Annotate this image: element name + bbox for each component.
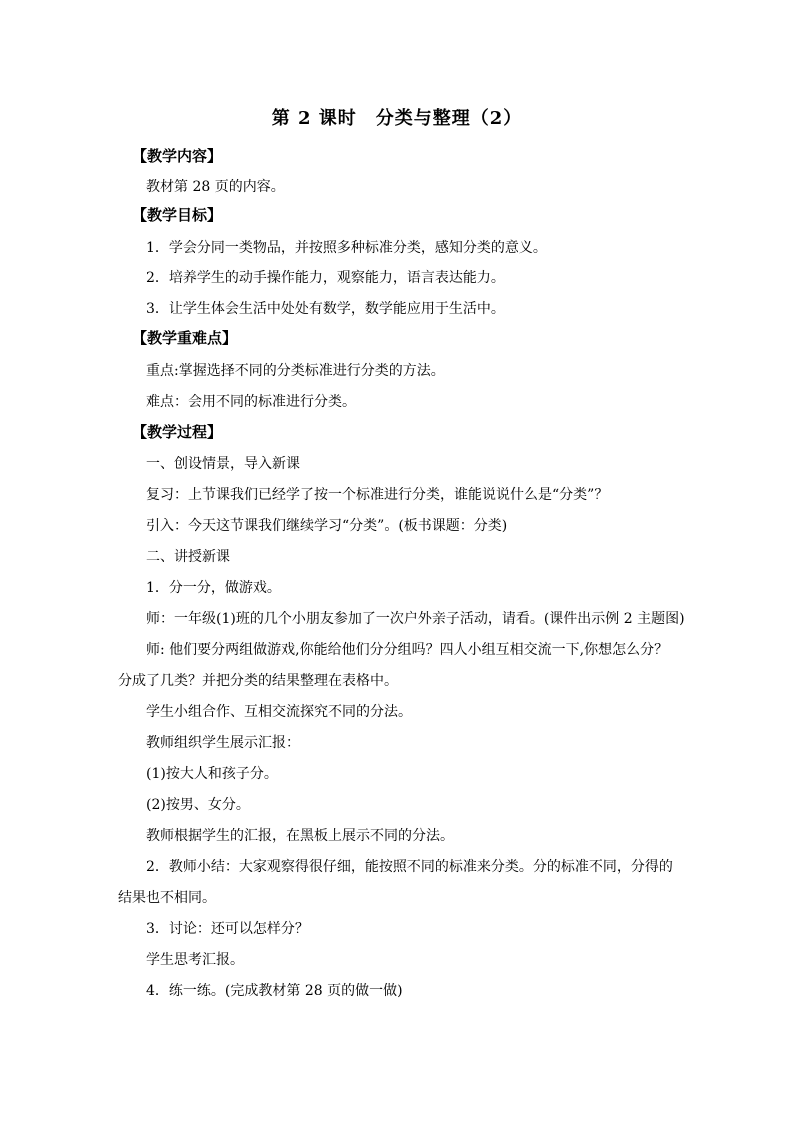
paragraph: (2)按男、女分。: [146, 797, 250, 813]
goal-item: 1．学会分同一类物品，并按照多种标准分类，感知分类的意义。: [146, 240, 547, 256]
paragraph: 二、讲授新课: [146, 549, 230, 565]
paragraph: 教师组织学生展示汇报：: [146, 735, 300, 751]
lesson-title: 第 2 课时 分类与整理（2）: [271, 108, 523, 129]
paragraph: 引入：今天这节课我们继续学习“分类”。(板书课题：分类): [146, 518, 508, 534]
section-heading-key-points: 【教学重难点】: [132, 329, 238, 347]
goal-item: 3．让学生体会生活中处处有数学，数学能应用于生活中。: [146, 301, 505, 317]
paragraph: 复习：上节课我们已经学了按一个标准进行分类，谁能说说什么是“分类”？: [146, 487, 609, 503]
paragraph: (1)按大人和孩子分。: [146, 766, 278, 782]
paragraph: 教材第 28 页的内容。: [146, 179, 285, 195]
paragraph: 4．练一练。(完成教材第 28 页的做一做): [146, 983, 403, 999]
paragraph: 教师根据学生的汇报，在黑板上展示不同的分法。: [146, 828, 454, 844]
paragraph: 重点:掌握选择不同的分类标准进行分类的方法。: [146, 363, 445, 379]
paragraph: 学生思考汇报。: [146, 952, 244, 968]
paragraph: 师：一年级(1)班的几个小朋友参加了一次户外亲子活动，请看。(课件出示例 2 主题图): [146, 611, 685, 627]
paragraph-continuation: 分成了几类？并把分类的结果整理在表格中。: [118, 673, 398, 689]
paragraph: 1．分一分，做游戏。: [146, 580, 281, 596]
section-heading-content: 【教学内容】: [132, 147, 223, 165]
section-heading-process: 【教学过程】: [132, 423, 223, 441]
paragraph: 3．讨论：还可以怎样分？: [146, 921, 309, 937]
section-heading-goals: 【教学目标】: [132, 206, 223, 224]
paragraph: 一、创设情景，导入新课: [146, 456, 300, 472]
paragraph: 难点：会用不同的标准进行分类。: [146, 394, 356, 410]
paragraph: 学生小组合作、互相交流探究不同的分法。: [146, 704, 412, 720]
goal-item: 2．培养学生的动手操作能力，观察能力，语言表达能力。: [146, 270, 505, 286]
paragraph: 师: 他们要分两组做游戏,你能给他们分分组吗？四人小组互相交流一下,你想怎么分？: [146, 642, 669, 658]
paragraph-continuation: 结果也不相同。: [118, 890, 216, 906]
paragraph: 2．教师小结：大家观察得很仔细，能按照不同的标准来分类。分的标准不同，分得的: [146, 859, 673, 875]
